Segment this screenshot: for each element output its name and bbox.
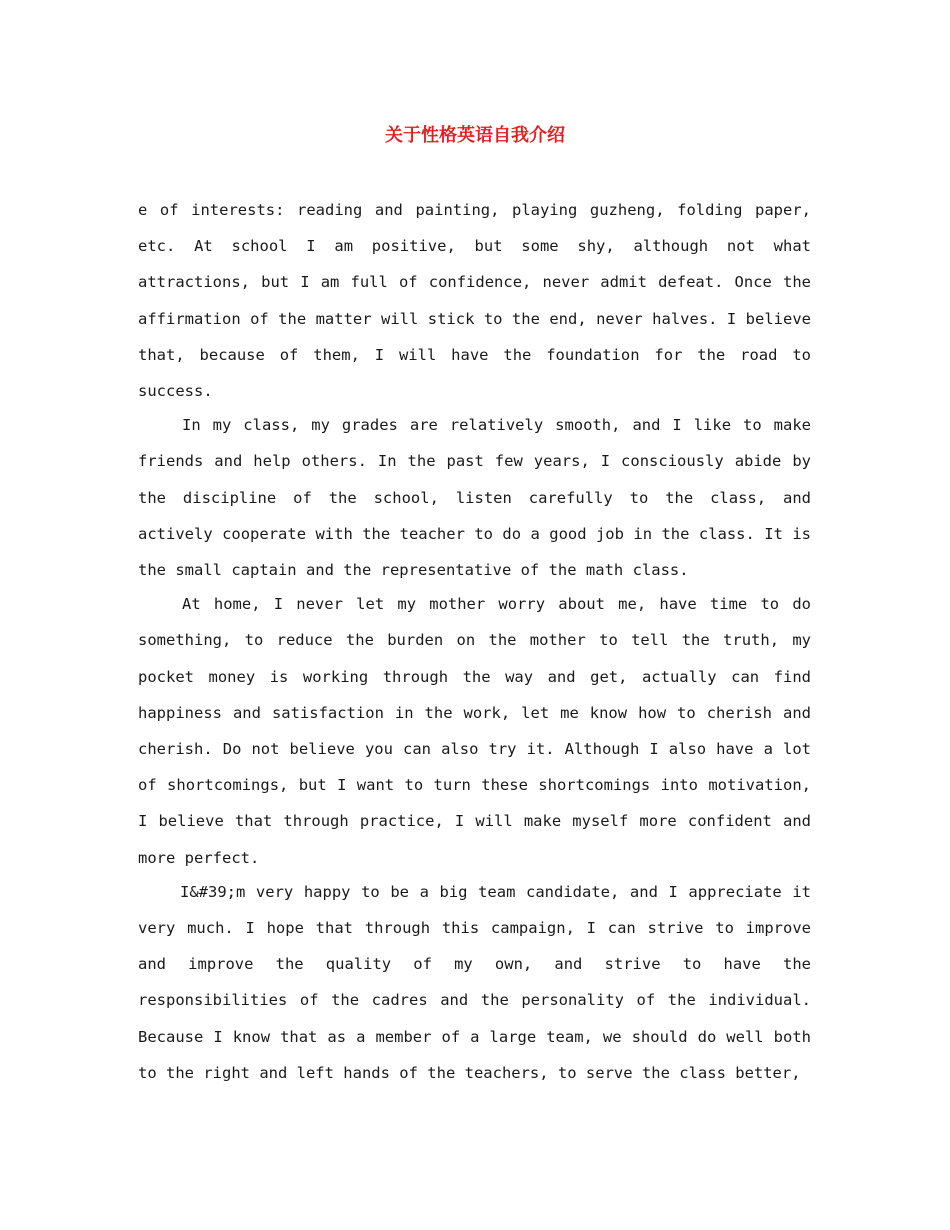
document-title: 关于性格英语自我介绍 — [385, 125, 565, 146]
paragraph-candidate: I&#39;m very happy to be a big team candidate, and I appreciate it very much. I hope that through this campaign, I can strive to improve and improve the quality of my own, and strive to have the responsibilities of the cadres and the personality of the individual. Because I know that as a member of a large team, we should do well both to the right and left hands of the teachers, to serve the class better, — [138, 882, 811, 1082]
paragraph-home: At home, I never let my mother worry about me, have time to do something, to reduce the burden on the mother to tell the truth, my pocket money is working through the way and get, actually can find happiness and satisfaction in the work, let me know how to cherish and cherish. Do not believe you can also try it. Although I also have a lot of shortcomings, but I want to turn these shortcomings into motivation, I believe that through practice, I will make myself more confident and more perfect. — [138, 595, 811, 867]
paragraph-class: In my class, my grades are relatively smooth, and I like to make friends and help others. In the past few years, I consciously abide by the discipline of the school, listen carefully to the class, and actively cooperate with the teacher to do a good job in the class. It is the small captain and the representative of the math class. — [138, 416, 811, 580]
paragraph-interests: e of interests: reading and painting, playing guzheng, folding paper, etc. At school I am positive, but some shy, although not what attractions, but I am full of confidence, never admit defeat. Once the affirmation of the matter will stick to the end, never halves. I believe that, because of them, I will have the foundation for the road to success. — [138, 201, 811, 401]
document-body — [138, 192, 811, 1091]
